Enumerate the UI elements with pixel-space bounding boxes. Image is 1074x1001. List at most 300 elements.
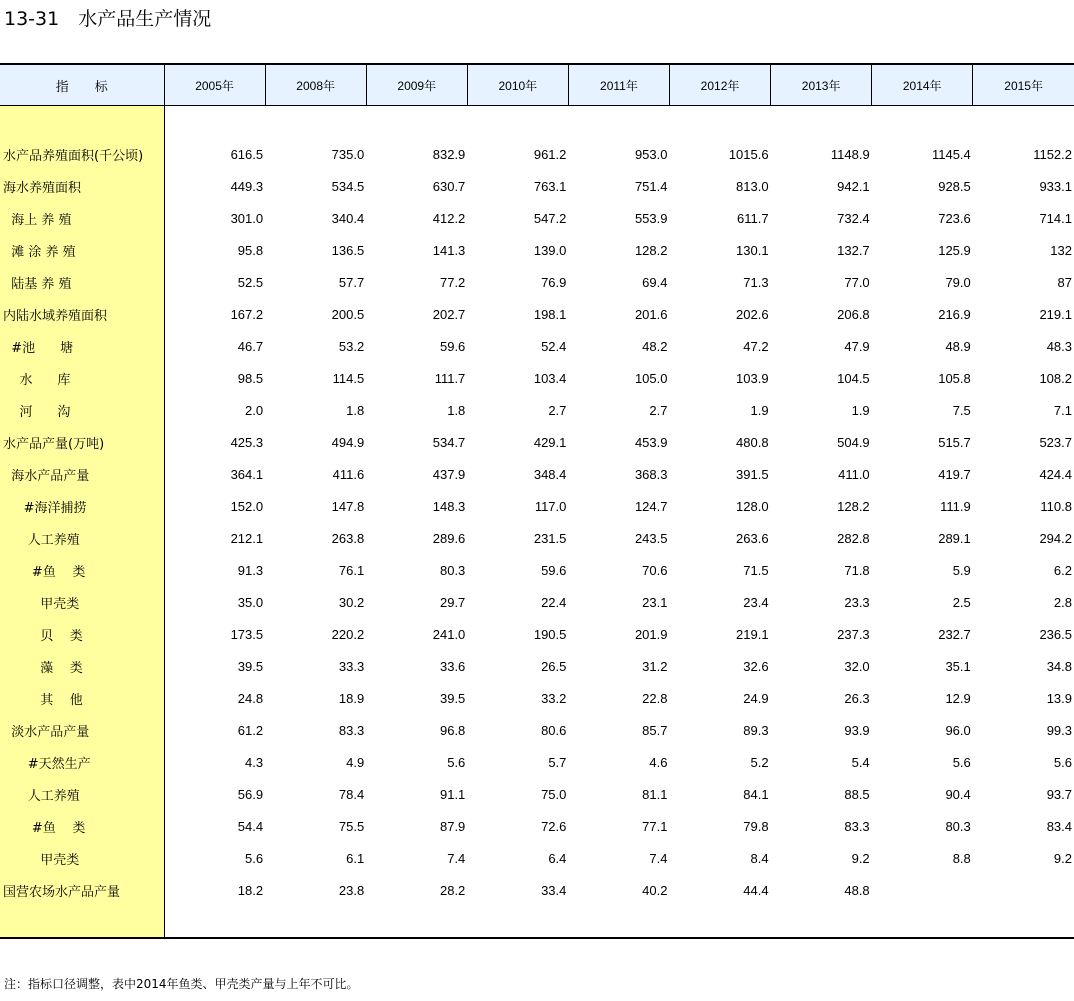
indicator-header: 指 标 [0,64,164,106]
data-cell [568,906,669,938]
data-cell: 152.0 [230,498,264,514]
data-cell: 130.1 [736,242,769,258]
table-row [0,746,1074,778]
data-cell: 368.3 [634,466,668,482]
data-cell: 202.7 [432,306,466,322]
data-cell: 35.0 [237,594,264,610]
data-cell: 80.3 [439,562,466,578]
data-cell: 46.7 [237,338,264,354]
row-label: 其 他 [0,682,164,714]
data-cell: 54.4 [237,818,264,834]
year-header: 2012年 [669,64,770,106]
data-cell: 553.9 [634,210,668,226]
data-cell: 39.5 [237,658,264,674]
data-cell [771,106,872,139]
data-cell: 110.8 [1040,498,1072,514]
data-cell: 148.3 [432,498,466,514]
data-cell: 87 [1057,274,1072,290]
data-cell: 44.4 [743,882,769,898]
data-cell: 124.7 [634,498,668,514]
data-cell: 933.1 [1039,178,1072,194]
year-header: 2015年 [973,64,1074,106]
data-cell: 139.0 [533,242,567,258]
data-cell [872,106,973,139]
data-cell: 33.4 [541,882,567,898]
header-row [0,64,1074,106]
table-row [0,138,1074,170]
data-cell [467,106,568,139]
table-row [0,778,1074,810]
data-cell: 961.2 [533,146,567,162]
data-cell [771,906,872,938]
data-cell: 547.2 [533,210,567,226]
data-cell: 128.0 [736,498,769,514]
data-cell: 71.8 [844,562,870,578]
data-cell: 1152.2 [1033,146,1072,162]
data-cell: 219.1 [736,626,769,642]
data-cell: 425.3 [230,434,264,450]
data-cell: 5.2 [750,754,769,770]
year-header: 2009年 [366,64,467,106]
data-cell: 80.6 [541,722,567,738]
data-cell: 40.2 [642,882,668,898]
data-cell: 83.3 [338,722,365,738]
data-cell: 71.5 [743,562,769,578]
data-cell: 763.1 [533,178,567,194]
data-cell: 2.8 [1053,594,1072,610]
data-cell: 953.0 [634,146,668,162]
data-cell: 201.9 [634,626,668,642]
data-cell: 494.9 [331,434,365,450]
data-cell: 33.2 [541,690,567,706]
row-label: 河 沟 [0,394,164,426]
row-label: #鱼 类 [0,810,164,842]
data-cell: 198.1 [533,306,567,322]
data-cell: 9.2 [1053,850,1072,866]
data-cell: 103.9 [736,370,769,386]
page-title: 13-31 水产品生产情况 [4,8,212,30]
data-cell: 87.9 [439,818,466,834]
data-cell: 9.2 [851,850,870,866]
data-cell: 5.6 [952,754,971,770]
data-cell: 72.6 [541,818,567,834]
table-row [0,202,1074,234]
row-label: #海洋捕捞 [0,490,164,522]
data-cell: 5.7 [548,754,567,770]
data-cell: 5.6 [245,850,264,866]
data-cell: 22.4 [541,594,567,610]
row-label: 水产品养殖面积(千公顷) [0,138,164,170]
data-cell: 263.8 [331,530,365,546]
data-cell: 34.8 [1046,658,1072,674]
data-cell: 282.8 [837,530,870,546]
data-cell: 243.5 [634,530,668,546]
data-cell: 53.2 [338,338,365,354]
table-row [0,170,1074,202]
row-label: #池 塘 [0,330,164,362]
data-cell: 128.2 [837,498,870,514]
data-cell: 23.1 [642,594,668,610]
row-label: #天然生产 [0,746,164,778]
data-cell: 31.2 [642,658,668,674]
footnote: 注：指标口径调整，表中2014年鱼类、甲壳类产量与上年不可比。 [4,977,359,991]
table-body [0,106,1074,939]
data-cell: 4.9 [346,754,365,770]
table-row [0,522,1074,554]
data-cell: 59.6 [541,562,567,578]
data-cell: 236.5 [1039,626,1072,642]
row-label: 甲壳类 [0,586,164,618]
data-cell: 26.3 [844,690,870,706]
data-cell: 1.8 [447,402,466,418]
row-label: 海水养殖面积 [0,170,164,202]
data-cell: 108.2 [1039,370,1072,386]
data-cell: 219.1 [1039,306,1072,322]
data-cell: 85.7 [642,722,668,738]
data-cell [973,906,1074,938]
table-row [0,618,1074,650]
data-cell: 480.8 [736,434,769,450]
data-cell [973,874,1074,906]
row-label: 水产品产量(万吨) [0,426,164,458]
data-cell: 98.5 [237,370,264,386]
row-label [0,906,164,938]
data-cell: 70.6 [642,562,668,578]
data-cell: 80.3 [945,818,971,834]
data-cell: 4.6 [649,754,668,770]
data-cell: 91.3 [237,562,264,578]
data-cell: 30.2 [338,594,365,610]
year-header: 2013年 [771,64,872,106]
row-label: 甲壳类 [0,842,164,874]
data-cell: 832.9 [432,146,466,162]
year-header: 2005年 [164,64,265,106]
data-cell: 24.8 [237,690,264,706]
data-cell: 263.6 [736,530,769,546]
data-cell: 714.1 [1039,210,1072,226]
data-cell: 33.6 [439,658,466,674]
table-row [0,650,1074,682]
data-cell: 26.5 [541,658,567,674]
data-cell [568,106,669,139]
data-cell: 136.5 [331,242,365,258]
table-row [0,714,1074,746]
data-cell: 231.5 [533,530,567,546]
table-row [0,266,1074,298]
data-cell: 13.9 [1046,690,1072,706]
data-cell: 96.0 [945,722,971,738]
data-cell: 132.7 [837,242,870,258]
data-cell: 294.2 [1039,530,1072,546]
table-row [0,330,1074,362]
year-header: 2008年 [265,64,366,106]
data-cell: 84.1 [743,786,769,802]
data-cell: 103.4 [533,370,567,386]
data-cell: 88.5 [844,786,870,802]
data-cell: 1148.9 [830,146,870,162]
table-row [0,874,1074,906]
data-cell: 23.8 [338,882,365,898]
data-cell: 96.8 [439,722,466,738]
data-cell: 202.6 [736,306,769,322]
data-cell [467,906,568,938]
table-row [0,682,1074,714]
data-cell: 75.0 [541,786,567,802]
data-cell: 201.6 [634,306,668,322]
data-cell [164,106,265,139]
data-cell [872,906,973,938]
data-cell: 1.9 [750,402,769,418]
data-cell: 93.7 [1046,786,1072,802]
table-row [0,458,1074,490]
data-cell: 437.9 [432,466,466,482]
data-cell: 412.2 [432,210,466,226]
data-cell: 18.9 [338,690,365,706]
data-cell: 32.0 [844,658,870,674]
data-cell: 132 [1050,242,1072,258]
data-cell: 147.8 [331,498,365,514]
data-cell: 348.4 [533,466,567,482]
data-cell: 7.5 [952,402,971,418]
data-cell: 61.2 [237,722,264,738]
data-cell [366,106,467,139]
data-cell: 76.9 [541,274,567,290]
row-label: 国营农场水产品产量 [0,874,164,906]
data-cell: 48.9 [945,338,971,354]
data-cell: 7.1 [1053,402,1072,418]
data-cell: 52.5 [237,274,264,290]
data-cell: 52.4 [541,338,567,354]
data-cell: 200.5 [331,306,365,322]
row-label [0,106,164,139]
data-cell [164,906,265,938]
data-cell: 411.0 [838,466,870,482]
table-row [0,298,1074,330]
row-label: 淡水产品产量 [0,714,164,746]
data-cell: 5.6 [1053,754,1072,770]
data-cell: 7.4 [447,850,466,866]
spacer-row [0,906,1074,938]
data-cell: 95.8 [237,242,264,258]
data-cell: 117.0 [534,498,567,514]
data-cell: 128.2 [634,242,668,258]
data-cell: 616.5 [230,146,264,162]
row-label: #鱼 类 [0,554,164,586]
data-cell [669,906,770,938]
data-cell: 449.3 [230,178,264,194]
data-cell: 2.7 [548,402,567,418]
data-cell: 8.8 [952,850,971,866]
row-label: 贝 类 [0,618,164,650]
data-cell: 141.3 [432,242,466,258]
data-cell: 75.5 [338,818,365,834]
data-cell: 89.3 [743,722,769,738]
data-cell: 630.7 [432,178,466,194]
data-cell: 289.6 [432,530,466,546]
row-label: 滩 涂 养 殖 [0,234,164,266]
row-label: 内陆水域养殖面积 [0,298,164,330]
data-cell: 515.7 [938,434,971,450]
data-cell [265,106,366,139]
year-header: 2010年 [467,64,568,106]
table-row [0,490,1074,522]
data-cell: 23.3 [844,594,870,610]
data-cell: 111.9 [940,498,971,514]
data-cell: 411.6 [332,466,365,482]
data-cell: 48.2 [642,338,668,354]
data-cell: 391.5 [736,466,769,482]
data-cell: 71.3 [743,274,769,290]
data-cell: 77.1 [642,818,668,834]
data-cell: 104.5 [837,370,870,386]
data-cell: 76.1 [338,562,365,578]
data-cell: 2.5 [952,594,971,610]
data-cell: 4.3 [245,754,264,770]
data-cell: 39.5 [439,690,466,706]
data-cell: 8.4 [750,850,769,866]
data-cell: 419.7 [938,466,971,482]
data-cell: 69.4 [642,274,668,290]
data-cell: 33.3 [338,658,365,674]
data-cell: 237.3 [837,626,870,642]
row-label: 海水产品产量 [0,458,164,490]
data-cell: 232.7 [938,626,971,642]
data-cell [265,906,366,938]
data-cell: 12.9 [945,690,971,706]
data-cell: 18.2 [237,882,264,898]
data-cell: 32.6 [743,658,769,674]
data-cell: 220.2 [331,626,365,642]
data-cell: 105.0 [634,370,668,386]
data-cell: 22.8 [642,690,668,706]
table-row [0,362,1074,394]
row-label: 海上 养 殖 [0,202,164,234]
data-cell: 2.7 [649,402,668,418]
data-cell: 77.2 [439,274,466,290]
data-cell: 6.2 [1053,562,1072,578]
data-cell: 93.9 [844,722,870,738]
data-cell: 56.9 [237,786,264,802]
data-cell: 7.4 [649,850,668,866]
data-cell [669,106,770,139]
data-cell: 29.7 [439,594,466,610]
data-cell [872,874,973,906]
data-cell: 928.5 [938,178,971,194]
data-cell: 83.4 [1046,818,1072,834]
row-label: 人工养殖 [0,778,164,810]
data-cell: 206.8 [837,306,870,322]
data-cell: 5.9 [952,562,971,578]
data-cell: 212.1 [230,530,264,546]
data-cell: 125.9 [938,242,971,258]
data-cell: 1.8 [346,402,365,418]
row-label: 水 库 [0,362,164,394]
data-cell: 24.9 [743,690,769,706]
data-cell: 723.6 [938,210,971,226]
data-cell: 751.4 [634,178,668,194]
row-label: 陆基 养 殖 [0,266,164,298]
data-cell: 453.9 [634,434,668,450]
table-row [0,234,1074,266]
data-cell: 173.5 [230,626,264,642]
data-cell: 5.4 [851,754,870,770]
data-cell: 813.0 [736,178,769,194]
data-cell: 523.7 [1039,434,1072,450]
data-cell: 534.7 [432,434,466,450]
data-cell: 23.4 [743,594,769,610]
data-cell: 167.2 [230,306,264,322]
data-cell: 79.0 [945,274,971,290]
data-cell: 78.4 [338,786,365,802]
spacer-row [0,106,1074,139]
data-cell: 91.1 [439,786,466,802]
data-cell: 1015.6 [728,146,769,162]
table-row [0,426,1074,458]
data-cell: 48.3 [1046,338,1072,354]
data-cell: 732.4 [837,210,870,226]
data-cell: 114.5 [332,370,365,386]
data-cell: 77.0 [844,274,870,290]
data-cell: 6.1 [346,850,365,866]
data-cell: 47.2 [743,338,769,354]
data-cell: 111.7 [434,370,466,386]
year-header: 2014年 [872,64,973,106]
data-cell [366,906,467,938]
data-cell: 47.9 [844,338,870,354]
data-cell: 424.4 [1039,466,1072,482]
data-cell: 534.5 [331,178,365,194]
data-cell: 942.1 [837,178,870,194]
data-cell: 735.0 [331,146,365,162]
data-cell: 28.2 [439,882,466,898]
table-row [0,842,1074,874]
data-cell: 2.0 [245,402,264,418]
data-cell: 340.4 [331,210,365,226]
data-cell: 190.5 [533,626,567,642]
data-cell: 5.6 [447,754,466,770]
data-cell [973,106,1074,139]
data-cell: 48.8 [844,882,870,898]
data-cell: 6.4 [548,850,567,866]
year-header: 2011年 [568,64,669,106]
data-cell: 289.1 [938,530,971,546]
row-label: 藻 类 [0,650,164,682]
table-row [0,586,1074,618]
data-cell: 99.3 [1046,722,1072,738]
data-cell: 611.7 [737,210,769,226]
data-cell: 241.0 [432,626,466,642]
row-label: 人工养殖 [0,522,164,554]
table-row [0,394,1074,426]
table-row [0,810,1074,842]
data-cell: 216.9 [938,306,971,322]
data-cell: 35.1 [945,658,971,674]
data-cell: 90.4 [945,786,971,802]
data-cell: 1.9 [851,402,870,418]
data-cell: 1145.4 [931,146,971,162]
data-cell: 429.1 [533,434,567,450]
data-cell: 83.3 [844,818,870,834]
data-cell: 79.8 [743,818,769,834]
production-table [0,63,1074,939]
table-row [0,554,1074,586]
data-cell: 364.1 [230,466,264,482]
data-cell: 81.1 [642,786,668,802]
data-cell: 105.8 [938,370,971,386]
data-cell: 301.0 [230,210,264,226]
data-cell: 57.7 [338,274,365,290]
data-cell: 504.9 [837,434,870,450]
